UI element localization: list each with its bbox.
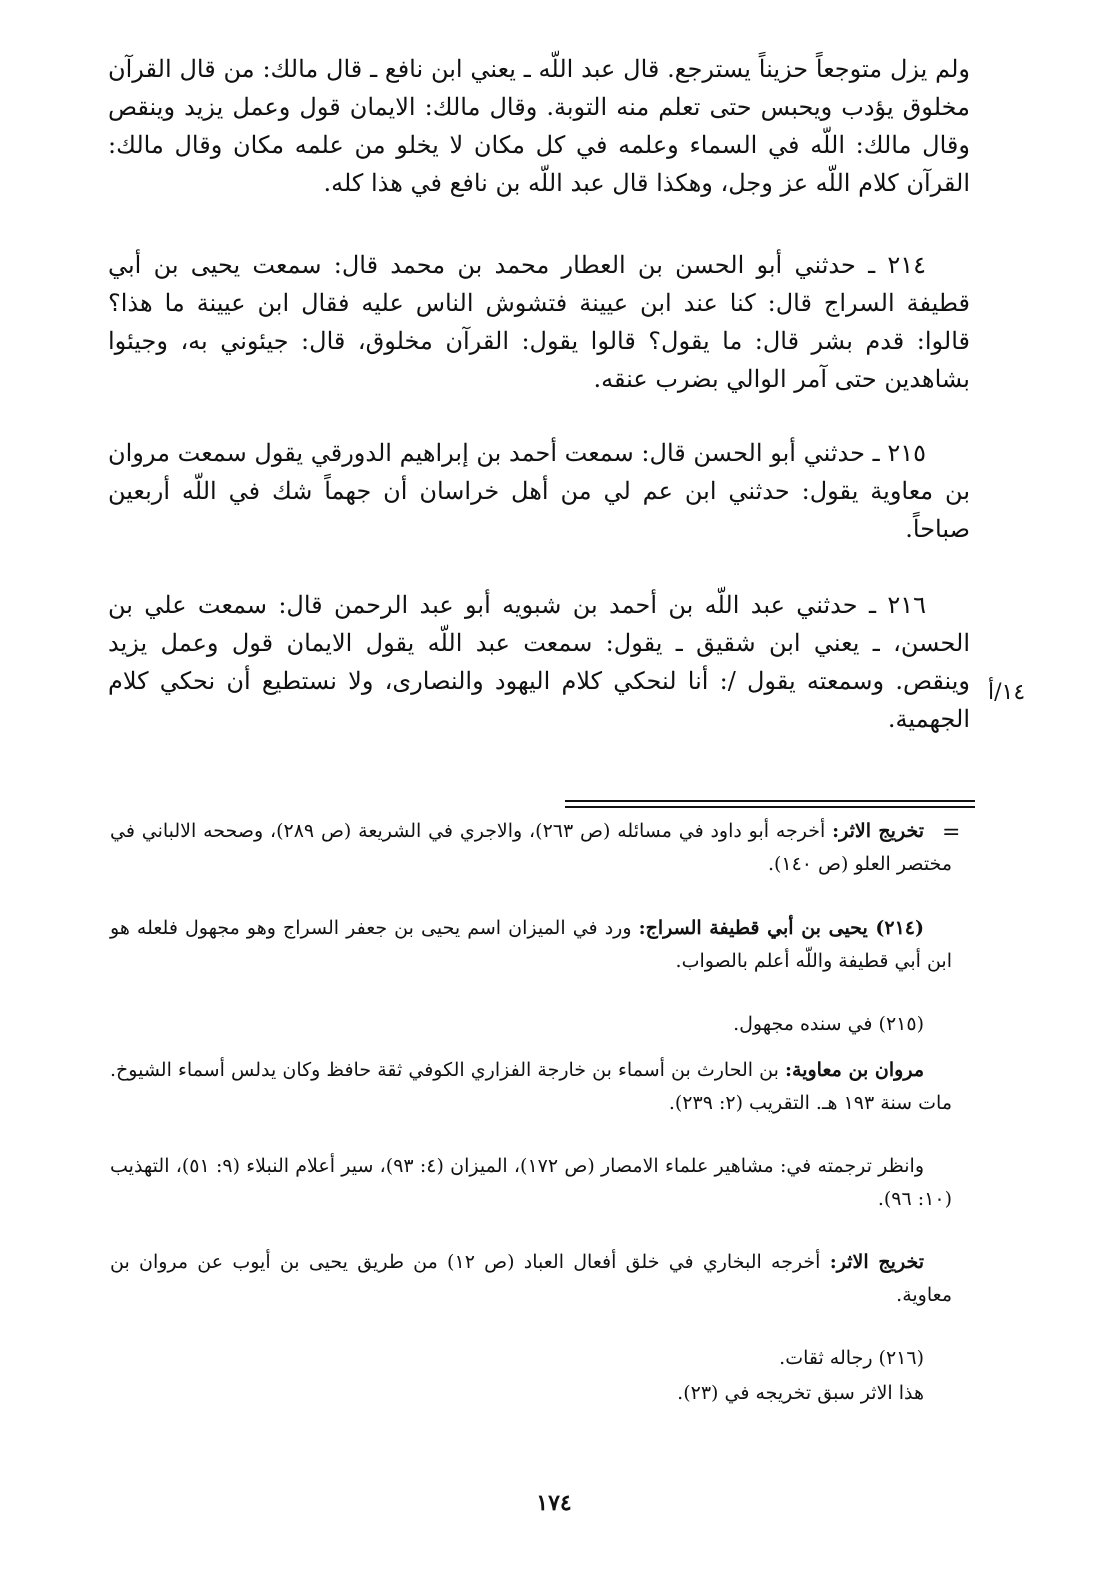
paragraph-number: ٢١٦ ـ (868, 591, 926, 619)
footnote-separator-line (565, 800, 975, 802)
paragraph-number: ٢١٤ ـ (868, 251, 926, 279)
footnote-215 (110, 1008, 952, 1041)
footnote-216-takhrij (110, 1377, 952, 1410)
body-paragraph-214 (108, 246, 970, 398)
paragraph-number: ٢١٥ ـ (872, 439, 926, 467)
footnote-heading: تخريج الاثر: (829, 1251, 925, 1273)
paragraph-text: حدثني أبو الحسن قال: سمعت أحمد بن إبراهيم الدورقي يقول سمعت مروان بن معاوية يقول: حدثني ابن عم لي من أهل خراسان أن جهماً شك في اللّه أربعين صباحاً. (108, 439, 970, 543)
footnote-separator-line (565, 806, 975, 808)
paragraph-text: ولم يزل متوجعاً حزيناً يسترجع. قال عبد اللّه ـ يعني ابن نافع ـ قال مالك: من قال القرآن مخلوق يؤدب ويحبس حتى تعلم منه التوبة. وقال مالك: الايمان قول وعمل يزيد وينقص وقال مالك: اللّه في السماء وعلمه في كل مكان لا يخلو من علمه مكان وقال مالك: القرآن كلام اللّه عز وجل، وهكذا قال عبد اللّه بن نافع في هذا كله. (108, 55, 970, 197)
footnote-marwan (110, 1054, 952, 1120)
body-paragraph-215 (108, 434, 970, 548)
footnote-text: أخرجه البخاري في خلق أفعال العباد (ص ١٢) من طريق يحيى بن أيوب عن مروان بن معاوية. (110, 1251, 952, 1306)
footnote-216 (110, 1342, 952, 1375)
paragraph-text: حدثني أبو الحسن بن العطار محمد بن محمد قال: سمعت يحيى بن أبي قطيفة السراج قال: كنا عند ابن عيينة فتشوش الناس عليه فقال ابن عيينة ما هذا؟ قالوا: قدم بشر قال: ما يقول؟ قالوا يقول: القرآن مخلوق، قال: جيئوني به، وجيئوا بشاهدين حتى آمر الوالي بضرب عنقه. (108, 251, 970, 393)
footnote-text: بن الحارث بن أسماء بن خارجة الفزاري الكوفي ثقة حافظ وكان يدلس أسماء الشيوخ. مات سنة ١٩٣ هـ. التقريب (٢: ٢٣٩). (110, 1059, 952, 1114)
page-number: ١٧٤ (536, 1490, 572, 1516)
footnote-heading: (٢١٤) يحيى بن أبي قطيفة السراج: (638, 917, 924, 939)
footnote-continuation-mark: = (942, 820, 961, 845)
footnote-heading: مروان بن معاوية: (785, 1059, 924, 1081)
body-paragraph-216 (108, 586, 970, 738)
body-paragraph-continuation (108, 50, 970, 202)
footnote-214 (110, 912, 952, 978)
footnote-text: ورد في الميزان اسم يحيى بن جعفر السراج وهو مجهول فلعله هو ابن أبي قطيفة واللّه أعلم بالصواب. (110, 917, 952, 972)
footnote-text: (٢١٦) رجاله ثقات. (779, 1347, 924, 1369)
footnote-text: أخرجه أبو داود في مسائله (ص ٢٦٣)، والاجري في الشريعة (ص ٢٨٩)، وصححه الالباني في مختصر العلو (ص ١٤٠). (110, 820, 952, 875)
footnote-text: هذا الاثر سبق تخريجه في (٢٣). (677, 1382, 924, 1404)
paragraph-text: حدثني عبد اللّه بن أحمد بن شبويه أبو عبد الرحمن قال: سمعت علي بن الحسن، ـ يعني ابن شقيق ـ يقول: سمعت عبد اللّه يقول الايمان قول وعمل يزيد وينقص. وسمعته يقول /: أنا لنحكي كلام اليهود والنصارى، ولا نستطيع أن نحكي كلام الجهمية. (108, 591, 970, 733)
footnote-takhrij-215 (110, 1246, 952, 1312)
footnote-references (110, 1150, 952, 1216)
footnote-text: (٢١٥) في سنده مجهول. (733, 1013, 924, 1035)
manuscript-folio-marker: ١٤/أ (988, 680, 1026, 705)
footnote-takhrij-previous (110, 815, 952, 881)
footnote-text: وانظر ترجمته في: مشاهير علماء الامصار (ص ١٧٢)، الميزان (٤: ٩٣)، سير أعلام النبلاء (٩: ٥١)، التهذيب (١٠: ٩٦). (110, 1155, 952, 1210)
footnote-heading: تخريج الاثر: (832, 820, 925, 842)
